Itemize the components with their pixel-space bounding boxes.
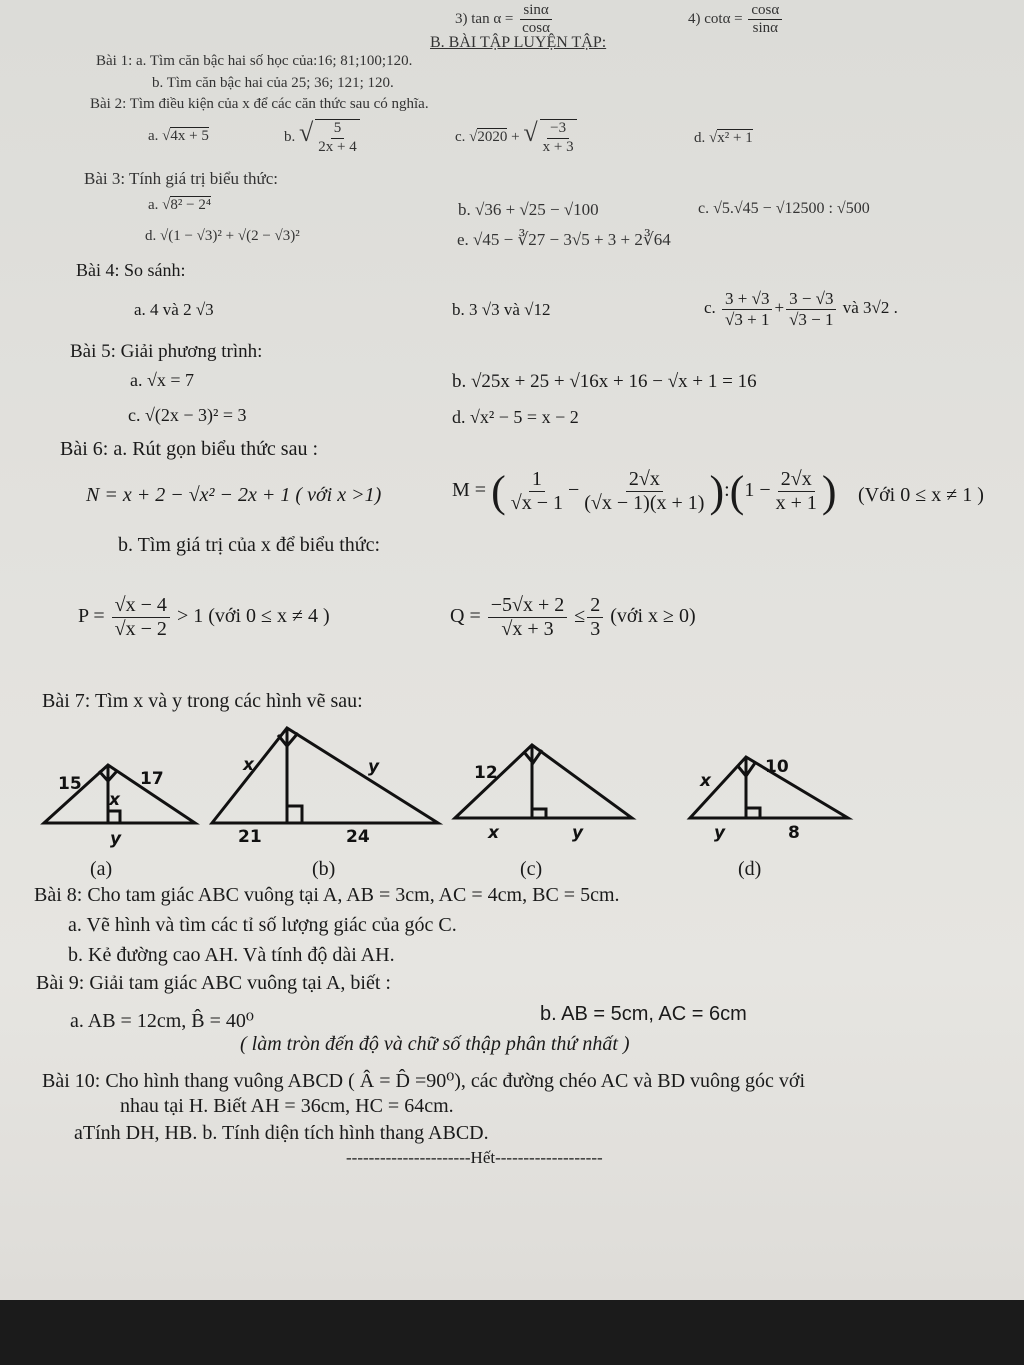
bai6-Q: Q = $\frac{-5√x + 2}{√x + 3}$ ≤ $\frac{2}{3}$ (với x ≥ 0) <box>450 594 696 640</box>
fig-b-label-24: 24 <box>346 827 370 847</box>
bai2-a: a. √4x + 5 <box>148 128 209 144</box>
bai9-note: ( làm tròn đến độ và chữ số thập phân thứ nhất ) <box>240 1033 630 1055</box>
bai4-c: c. $\frac{3 + √3}{√3 + 1}$ + $\frac{3 - √3}{√3 - 1}$ và 3√2 . <box>704 289 898 329</box>
formula-cot: 4) cotα = $\frac{\cos\alpha}{\sin\alpha}$ <box>688 2 784 38</box>
fig-d-label-y: y <box>714 823 726 843</box>
fig-a-label-15: 15 <box>58 774 82 794</box>
fig-d-label-x: x <box>700 771 711 791</box>
bai5-title: Bài 5: Giải phương trình: <box>70 341 263 362</box>
fig-a-label-x: x <box>109 790 120 810</box>
bai2-c: c. √2020 + √ $\frac{-3}{x + 3}$ <box>455 118 579 156</box>
formula-tan: 3) tan α = $\frac{\sin\alpha}{\cos\alpha}$ <box>455 2 550 37</box>
bai4-title: Bài 4: So sánh: <box>76 260 186 280</box>
bai8-title: Bài 8: Cho tam giác ABC vuông tại A, AB = 3cm, AC = 4cm, BC = 5cm. <box>34 884 620 906</box>
footer-end: ----------------------Hết------------------- <box>346 1148 603 1167</box>
fig-c-caption: (c) <box>520 858 543 880</box>
bai6-b: b. Tìm giá trị của x để biểu thức: <box>118 534 381 556</box>
fig-b-label-y: y <box>368 757 380 777</box>
bai3-e: e. √45 − ∛27 − 3√5 + 3 + 2∛64 <box>457 230 671 249</box>
bai6-M-condition: (Với 0 ≤ x ≠ 1 ) <box>858 484 984 506</box>
fig-c-label-y: y <box>572 823 584 843</box>
bai2-b: b. √ $\frac{5}{2x + 4}$ <box>284 118 362 156</box>
fig-a-label-17: 17 <box>140 769 164 789</box>
fig-b-label-x: x <box>243 755 254 775</box>
fig-c-label-x: x <box>488 823 499 843</box>
bai8-a: a. Vẽ hình và tìm các tỉ số lượng giác của góc C. <box>68 914 457 936</box>
fig-c-label-12: 12 <box>474 763 498 783</box>
bai3-a: a. √8² − 2⁴ <box>148 197 212 213</box>
fig-b-caption: (b) <box>312 858 336 880</box>
fig-d-label-10: 10 <box>765 757 789 777</box>
bai6-P: P = $\frac{√x - 4}{√x - 2}$ > 1 (với 0 ≤ x ≠ 4 ) <box>78 594 330 640</box>
bai3-title: Bài 3: Tính giá trị biểu thức: <box>84 169 278 188</box>
bai3-d: d. √(1 − √3)² + √(2 − √3)² <box>145 228 300 244</box>
fig-a-label-y: y <box>110 829 122 849</box>
bai9-b: b. AB = 5cm, AC = 6cm <box>540 1003 747 1025</box>
bai6-N: N = x + 2 − √x² − 2x + 1 ( với x >1) <box>86 484 382 506</box>
bai6-M: M = ( $\frac{1}{√x - 1}$ − $\frac{2√x}{(√x - 1)(x + 1)}$ ):(1 − $\frac{2√x}{x + 1}$ ) <box>452 467 837 516</box>
bai9-title: Bài 9: Giải tam giác ABC vuông tại A, biết : <box>36 972 391 994</box>
bai3-c: c. √5.√45 − √12500 : √500 <box>698 200 870 217</box>
bai8-b: b. Kẻ đường cao AH. Và tính độ dài AH. <box>68 944 395 966</box>
bai4-a: a. 4 và 2 √3 <box>134 300 214 319</box>
bai3-b: b. √36 + √25 − √100 <box>458 200 599 219</box>
fig-d-label-8: 8 <box>788 823 800 843</box>
bai10-line2: nhau tại H. Biết AH = 36cm, HC = 64cm. <box>120 1095 454 1117</box>
bai5-c: c. √(2x − 3)² = 3 <box>128 405 247 425</box>
bai1-b: b. Tìm căn bậc hai của 25; 36; 121; 120. <box>152 75 394 91</box>
bai6-title: Bài 6: a. Rút gọn biểu thức sau : <box>60 438 319 460</box>
section-title: B. BÀI TẬP LUYỆN TẬP: <box>430 34 607 51</box>
bai5-d: d. √x² − 5 = x − 2 <box>452 407 579 427</box>
bai7-title: Bài 7: Tìm x và y trong các hình vẽ sau: <box>42 690 363 712</box>
fig-a-caption: (a) <box>90 858 113 880</box>
figure-b <box>212 728 438 823</box>
bai4-b: b. 3 √3 và √12 <box>452 300 551 319</box>
bai5-b: b. √25x + 25 + √16x + 16 − √x + 1 = 16 <box>452 371 757 392</box>
bai2-d: d. √x² + 1 <box>694 130 753 146</box>
bai5-a: a. √x = 7 <box>130 370 195 390</box>
bai1-a: Bài 1: a. Tìm căn bậc hai số học của:16; 81;100;120. <box>96 53 413 69</box>
fig-b-label-21: 21 <box>238 827 262 847</box>
bai9-a: a. AB = 12cm, B̂ = 40⁰ <box>70 1010 254 1032</box>
bai10-line1: Bài 10: Cho hình thang vuông ABCD ( Â = D̂ =90⁰), các đường chéo AC và BD vuông góc với <box>42 1070 806 1092</box>
bai10-line3: aTính DH, HB. b. Tính diện tích hình thang ABCD. <box>74 1122 489 1144</box>
fig-d-caption: (d) <box>738 858 762 880</box>
bai2-title: Bài 2: Tìm điều kiện của x để các căn thức sau có nghĩa. <box>90 96 429 112</box>
